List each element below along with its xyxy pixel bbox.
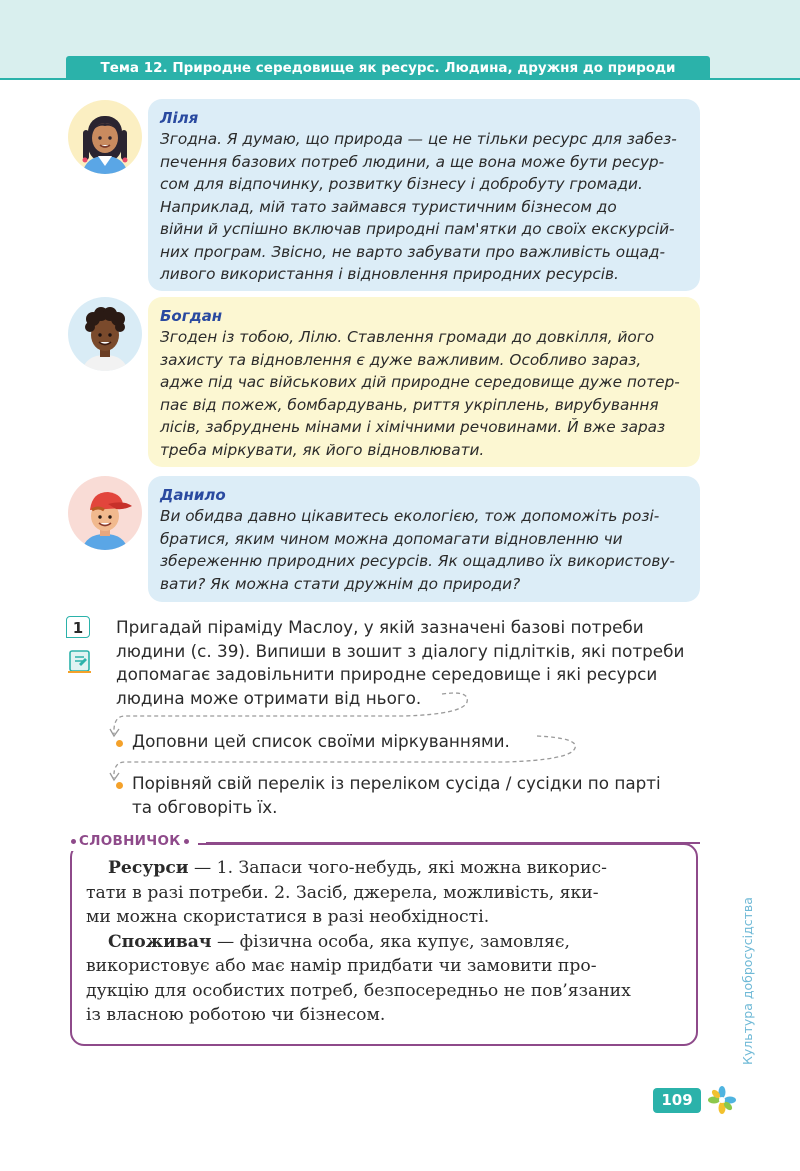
page-number: 109 — [653, 1088, 701, 1113]
task-number: 1 — [66, 616, 90, 638]
glossary-entry: Ресурси — 1. Запаси чого-небудь, які можна викорис- — [108, 858, 607, 878]
bohdan-speech-bubble — [148, 297, 700, 467]
glossary-term: Споживач — [108, 931, 212, 952]
speaker-name: Ліля — [160, 109, 199, 127]
speech-text: Згодна. Я думаю, що природа — це не тільки ресурс для забез- печення базових потреб людини, а ще вона може бути ресур- сом для відпочинку, розвитку бізнесу і добробуту громади. Наприклад, мій тато займався туристичним бізнесом до війни й успішно включав природні пам'ятки до своїх екскурсій- них програм. Звісно, не варто забувати про важливість ощад- ливого використання і відновлення природних ресурсів. — [160, 130, 677, 283]
speaker-name: Данило — [160, 486, 226, 504]
bullet-dot — [116, 740, 123, 747]
task-text: Пригадай піраміду Маслоу, у якій зазначені базові потреби людини (с. 39). Випиши в зошит з діалогу підлітків, які потреби допомагає задовільнити природне середовище і які ресурси людина може отримати від нього. — [116, 617, 685, 708]
speech-text: Ви обидва давно цікавитесь екологією, тож допоможіть розі- братися, яким чином можна допомагати відновленню чи збереженню природних ресурсів. Як ощадливо їх використову- вати? Як можна стати дружнім до природи? — [160, 507, 675, 593]
glossary-term: Ресурси — [108, 858, 189, 878]
danylo-avatar — [68, 476, 142, 550]
flower-icon — [708, 1086, 736, 1114]
notebook-icon — [67, 648, 93, 674]
side-label: Культура добросусідства — [740, 897, 755, 1065]
glossary-title: СЛОВНИЧОК — [66, 831, 198, 851]
task-bullet: Порівняй свій перелік із переліком сусіда / сусідки по парті та обговоріть їх. — [116, 772, 701, 820]
lilia-speech-bubble — [148, 99, 700, 291]
speech-text: Згоден із тобою, Лілю. Ставлення громади до довкілля, його захисту та відновлення є дуже важливим. Особливо зараз, адже під час військових дій природне середовище дуже потер- пає від пожеж, бомбардувань, риття укріплень, вирубування лісів, забруднень мінами і хімічними речовинами. Й вже зараз треба міркувати, як його відновлювати. — [160, 328, 680, 459]
glossary-entry: Споживач — фізична особа, яка купує, замовляє, — [108, 931, 570, 952]
glossary-rule — [206, 840, 700, 846]
speaker-name: Богдан — [160, 307, 223, 325]
glossary-text: Ресурси — 1. Запаси чого-небудь, які можна викорис- тати в разі потреби. 2. Засіб, джерела, можливість, яки- ми можна скористатися в разі необхідності. Споживач — фізична особа, яка купує, замовляє, використовує або має намір придбати чи замовити про- дукцію для особистих потреб, безпосередньо не пов’язаних із власною роботою чи бізнесом. — [86, 856, 682, 1028]
bohdan-avatar — [68, 297, 142, 371]
danylo-speech-bubble — [148, 476, 700, 602]
bullet-dot — [116, 782, 123, 789]
topic-divider — [0, 78, 800, 80]
lilia-avatar — [68, 100, 142, 174]
topic-header: Тема 12. Природне середовище як ресурс. Людина, дружня до природи — [66, 56, 710, 80]
